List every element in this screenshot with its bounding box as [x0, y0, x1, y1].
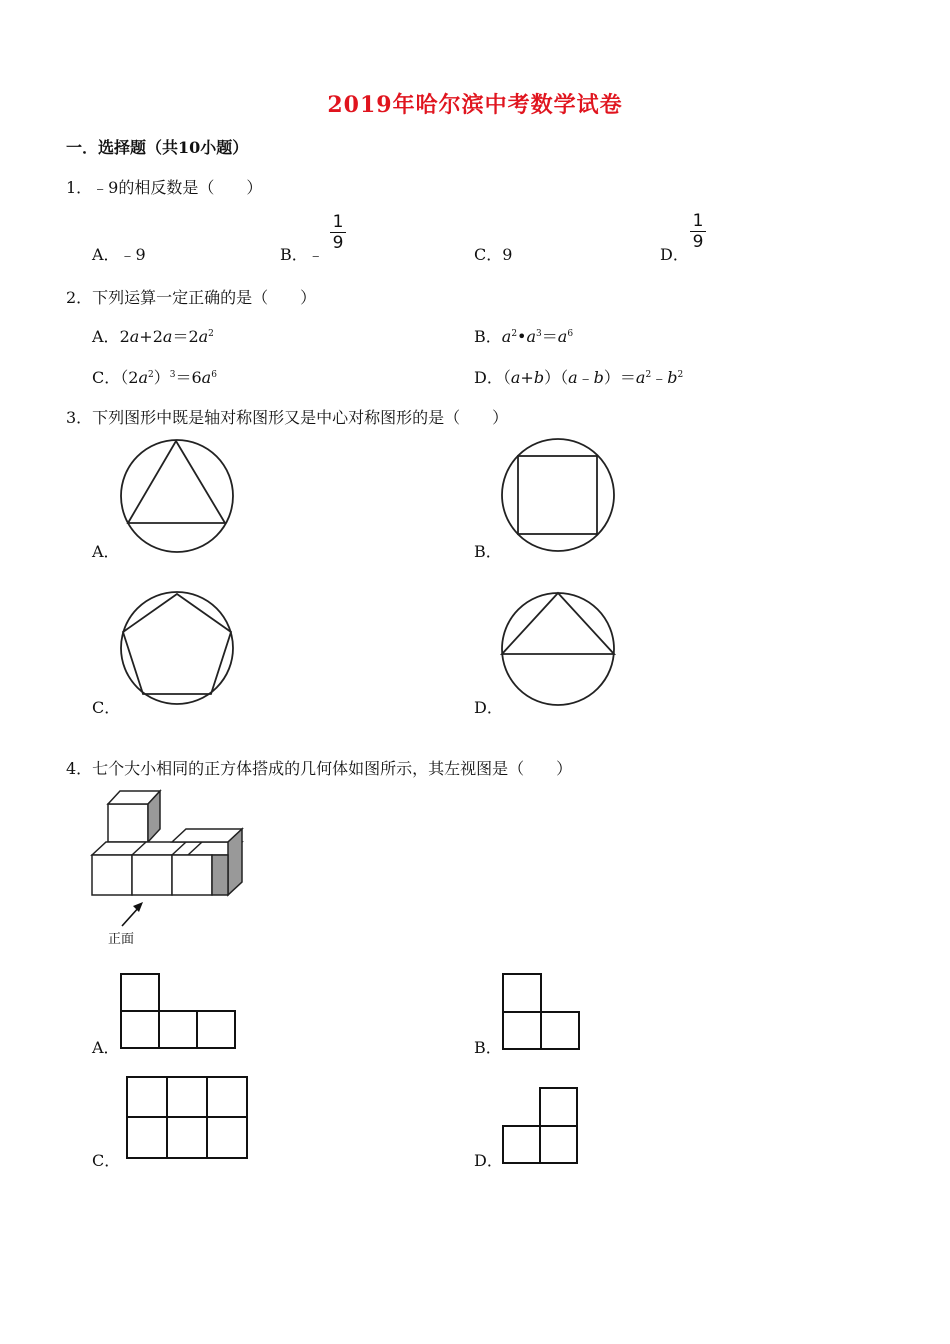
q1-b-numerator: 1 [332, 212, 344, 232]
q4-option-b-label: B． [474, 1038, 502, 1057]
page-title: 2019年哈尔滨中考数学试卷 [327, 92, 623, 118]
q4-option-c-label: C． [92, 1151, 121, 1170]
section-heading: 一．选择题（共10小题） [66, 138, 249, 157]
q4-option-d-label: D． [474, 1151, 503, 1170]
q2-option-d: D．$(a+b)(a﹣b)=a^2﹣b^2$ [474, 368, 684, 387]
q2-option-a: A．$2a+2a=2a^2$ [92, 327, 214, 346]
q3-option-c-label: C． [92, 698, 121, 717]
q2-option-c: C．$(2a^2)^3=6a^6$ [92, 368, 217, 387]
q1-d-denominator: 9 [692, 232, 704, 252]
q1-option-d-fraction [690, 212, 706, 251]
q1-option-c: C．9 [474, 245, 513, 264]
question-3-stem: 3．下列图形中既是轴对称图形又是中心对称图形的是（ ） [66, 408, 509, 427]
q3-figure-c-circle-pentagon [118, 590, 238, 710]
q1-option-b-fraction [330, 213, 346, 252]
question-4-stem: 4．七个大小相同的正方体搭成的几何体如图所示，其左视图是（ ） [66, 759, 573, 778]
front-direction-label: 正面 [108, 932, 135, 947]
q3-figure-b-circle-square [500, 438, 620, 558]
q3-figure-a-circle-triangle [118, 438, 238, 558]
q4-option-b-view [502, 973, 582, 1053]
q1-b-denominator: 9 [332, 233, 344, 253]
q1-option-a: A．﹣9 [92, 245, 146, 264]
q3-option-a-label: A． [92, 542, 120, 561]
q3-option-b-label: B． [474, 542, 502, 561]
q4-cube-stack-figure [88, 786, 248, 951]
question-2-stem: 2．下列运算一定正确的是（ ） [66, 288, 317, 307]
q2-option-b: B．$a^2•a^3=a^6$ [474, 327, 574, 346]
q3-figure-d-circle-right-triangle [500, 592, 620, 712]
q1-option-b-label: B．﹣ [280, 245, 324, 264]
q3-option-d-label: D． [474, 698, 503, 717]
question-1-stem: 1．﹣9的相反数是（ ） [66, 178, 263, 197]
q1-option-d-label: D． [660, 245, 689, 264]
q4-option-d-view [502, 1087, 582, 1167]
q4-option-a-label: A． [92, 1038, 120, 1057]
q4-option-c-view [126, 1076, 251, 1161]
q4-option-a-view [120, 973, 240, 1051]
q1-d-numerator: 1 [692, 211, 704, 231]
